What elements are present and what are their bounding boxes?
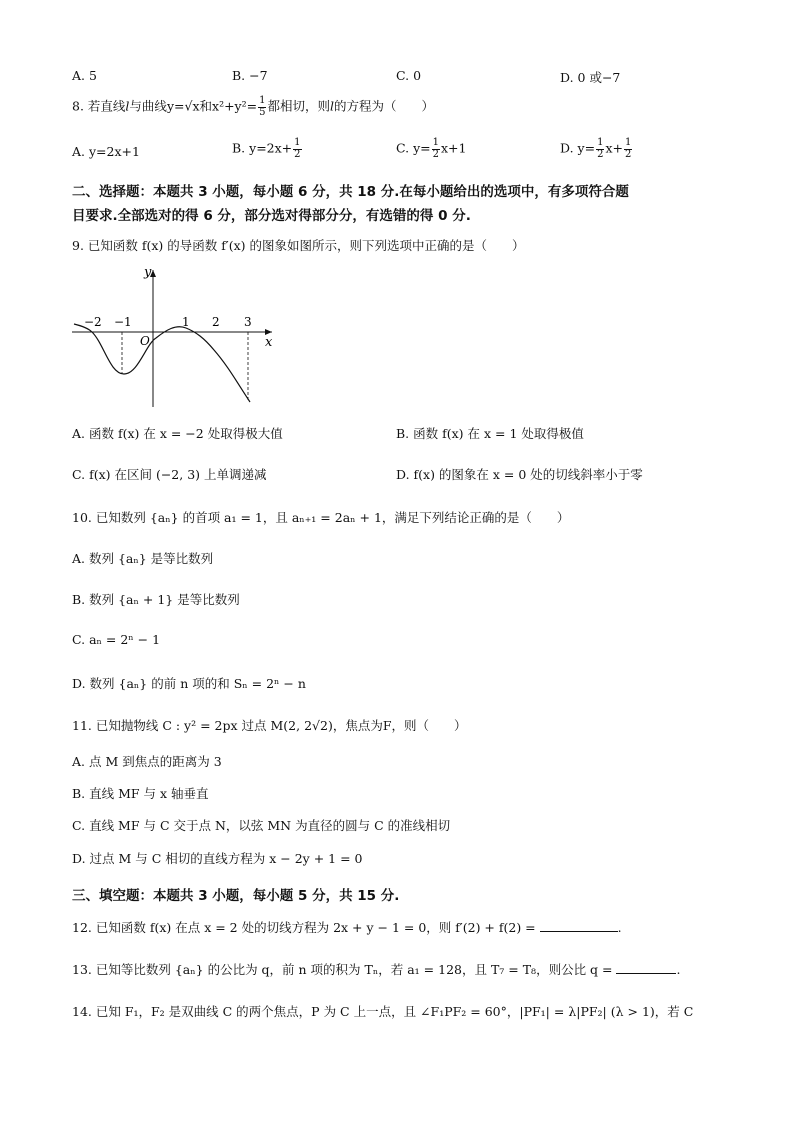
q11-option-a: A. 点 M 到焦点的距离为 3 xyxy=(72,754,222,769)
q7-option-a: A. 5 xyxy=(72,68,97,83)
q10-stem: 10. 已知数列 {aₙ} 的首项 a₁ = 1，且 aₙ₊₁ = 2aₙ + 1，满足下列结论正确的是（ ） xyxy=(72,510,570,525)
tick-minus-2: −2 xyxy=(84,315,102,329)
q8-option-b: B. y=2x+ $\frac{1}{2}$ xyxy=(232,137,301,160)
section-2-heading-line2: 目要求.全部选对的得 6 分，部分选对得部分分，有选错的得 0 分. xyxy=(72,208,471,224)
q9-option-b: B. 函数 f(x) 在 x = 1 处取得极值 xyxy=(396,426,584,441)
q7-option-b: B. −7 xyxy=(232,68,268,83)
q14-stem: 14. 已知 F₁，F₂ 是双曲线 C 的两个焦点，P 为 C 上一点，且 ∠F₁PF₂ = 60°，|PF₁| = λ|PF₂| (λ > 1)，若 C xyxy=(72,1004,694,1019)
q10-option-b: B. 数列 {aₙ + 1} 是等比数列 xyxy=(72,592,240,607)
tick-1: 1 xyxy=(182,315,190,329)
q10-option-d: D. 数列 {aₙ} 的前 n 项的和 Sₙ = 2ⁿ − n xyxy=(72,676,306,691)
q8-option-c: C. y= $\frac{1}{2}$ x+1 xyxy=(396,137,467,160)
q9-stem: 9. 已知函数 f(x) 的导函数 f′(x) 的图象如图所示，则下列选项中正确的是（ ） xyxy=(72,238,525,253)
q11-option-c: C. 直线 MF 与 C 交于点 N，以弦 MN 为直径的圆与 C 的准线相切 xyxy=(72,818,451,833)
q8-stem: 8. 若直线l与曲线y=√x和x²+y²= $\frac{1}{5}$ 都相切，则l的方程为（ ） xyxy=(72,95,435,118)
section-3-heading: 三、填空题：本题共 3 小题，每小题 5 分，共 15 分. xyxy=(72,888,400,904)
origin-label: O xyxy=(140,334,150,348)
q12-answer-blank[interactable] xyxy=(540,919,618,932)
q9-option-c: C. f(x) 在区间 (−2, 3) 上单调递减 xyxy=(72,467,267,482)
q8-option-d: D. y= $\frac{1}{2}$ x+ $\frac{1}{2}$ xyxy=(560,137,632,160)
tick-minus-1: −1 xyxy=(114,315,132,329)
q13-stem: 13. 已知等比数列 {aₙ} 的公比为 q，前 n 项的积为 Tₙ，若 a₁ = 128，且 T₇ = T₈，则公比 q = . xyxy=(72,962,681,977)
q11-stem: 11. 已知抛物线 C : y² = 2px 过点 M(2, 2√2)，焦点为F，则（ ） xyxy=(72,718,467,733)
y-axis-label: y xyxy=(144,265,152,280)
q10-option-c: C. aₙ = 2ⁿ − 1 xyxy=(72,632,161,647)
q12-stem: 12. 已知函数 f(x) 在点 x = 2 处的切线方程为 2x + y − 1 = 0，则 f′(2) + f(2) = . xyxy=(72,920,622,935)
x-axis-label: x xyxy=(265,335,273,350)
tick-3: 3 xyxy=(244,315,252,329)
q11-option-d: D. 过点 M 与 C 相切的直线方程为 x − 2y + 1 = 0 xyxy=(72,851,363,866)
q9-option-d: D. f(x) 的图象在 x = 0 处的切线斜率小于零 xyxy=(396,467,643,482)
q11-option-b: B. 直线 MF 与 x 轴垂直 xyxy=(72,786,209,801)
derivative-graph xyxy=(72,262,282,412)
fraction-one-fifth: $\frac{1}{5}$ xyxy=(259,95,266,118)
section-2-heading-line1: 二、选择题：本题共 3 小题，每小题 6 分，共 18 分.在每小题给出的选项中，有多项符合题 xyxy=(72,184,629,200)
tick-2: 2 xyxy=(212,315,220,329)
q13-answer-blank[interactable] xyxy=(616,961,676,974)
derivative-curve xyxy=(74,324,250,402)
q10-option-a: A. 数列 {aₙ} 是等比数列 xyxy=(72,551,214,566)
q7-option-d: D. 0 或−7 xyxy=(560,70,621,85)
q7-option-c: C. 0 xyxy=(396,68,422,83)
q8-option-a: A. y=2x+1 xyxy=(72,144,140,159)
q9-option-a: A. 函数 f(x) 在 x = −2 处取得极大值 xyxy=(72,426,283,441)
